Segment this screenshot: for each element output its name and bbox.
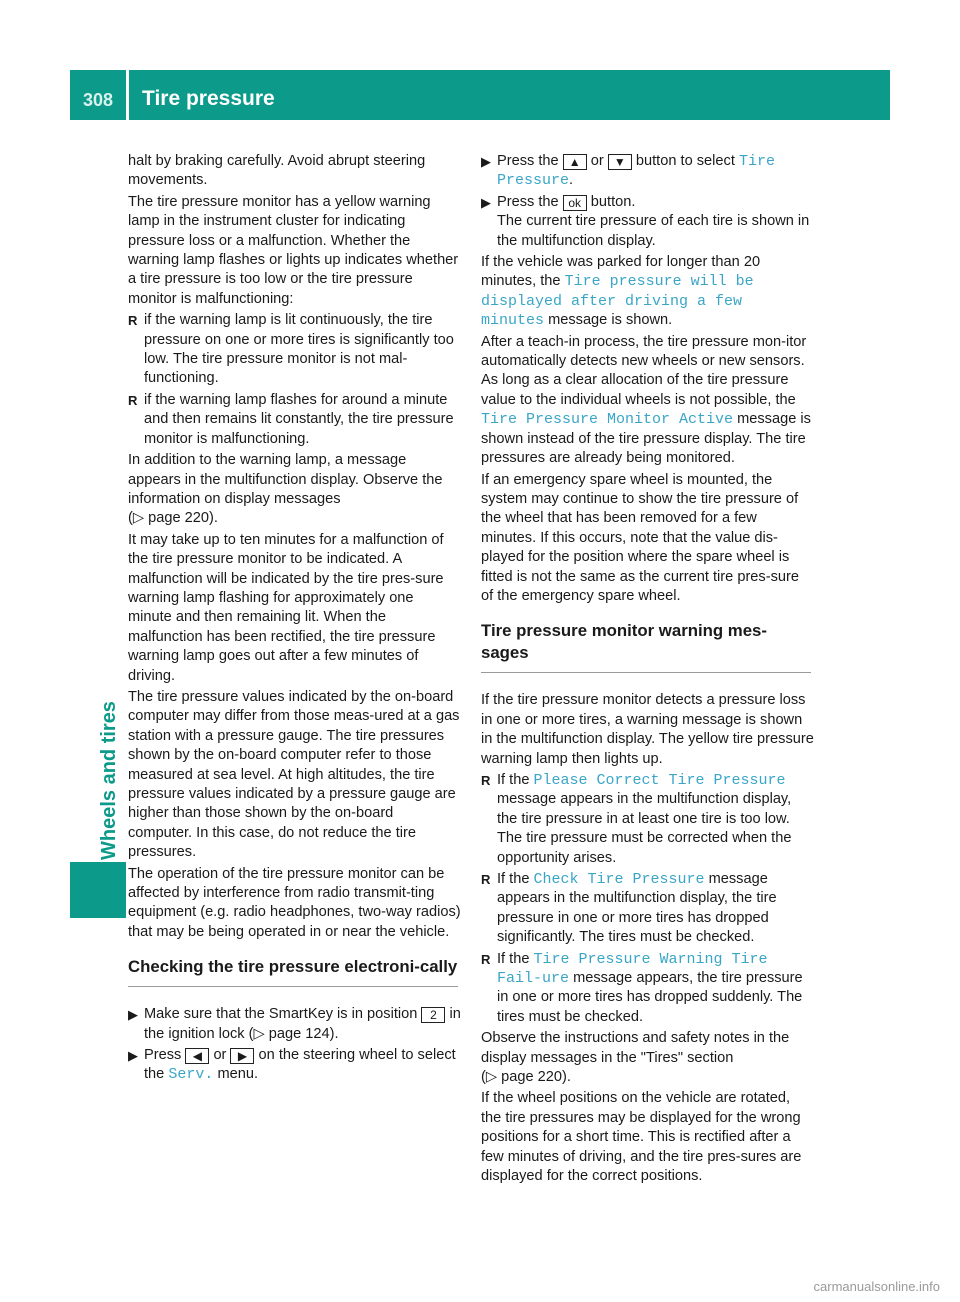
bullet-icon: R	[481, 951, 491, 967]
list-item: R if the warning lamp flashes for around a minute and then remains lit constantly, the tire pressure monitor is malfunctioning.	[128, 391, 454, 447]
right-column	[481, 152, 814, 1189]
instruction-step: ▶ Press ◀ or ▶ on the steering wheel to select the Serv. menu.	[128, 1047, 456, 1084]
left-column	[128, 152, 461, 1087]
display-message: Tire pressure will be displayed after driving a few minutes	[481, 273, 754, 330]
page-reference-link[interactable]: (▷ page 220).	[128, 510, 218, 527]
bullet-icon: R	[481, 772, 491, 788]
instruction-step: ▶ Make sure that the SmartKey is in position 2 in the ignition lock (▷ page 124).	[128, 1006, 461, 1042]
paragraph: It may take up to ten minutes for a malfunction of the tire pressure monitor to be indicated. A malfunction will be indicated by the tire pres-sure warning lamp flashing for approximately one minute and then remaining lit. When the malfunction has been rectified, the tire pressure warning lamp goes out after a few minutes of driving.	[128, 531, 444, 684]
paragraph: After a teach-in process, the tire pressure mon-itor automatically detects new wheels or new sensors. As long as a clear allocation of the tire pressure value to the individual wheels is not possible, the Tire Pressure Monitor Active message is shown instead of the tire pressure display. The tire pressures are already being monitored.	[481, 333, 811, 467]
right-button-icon: ▶	[230, 1048, 254, 1064]
arrow-icon: ▶	[128, 1048, 138, 1064]
page-header	[70, 70, 890, 120]
list-item: R If the Please Correct Tire Pressure message appears in the multifunction display, the tire pressure in at least one tire is too low. The tire pressure must be corrected when the opportunity arises.	[481, 771, 792, 866]
page-title: Tire pressure	[142, 87, 275, 110]
paragraph: Observe the instructions and safety notes in the display messages in the "Tires" section (▷ page 220).	[481, 1030, 790, 1086]
display-message: Serv.	[168, 1066, 214, 1084]
paragraph: The operation of the tire pressure monitor can be affected by interference from radio transmit-ting equipment (e.g. radio headphones, two-way radios) that may be being operated in or near the vehicle.	[128, 865, 461, 940]
paragraph: If the wheel positions on the vehicle are rotated, the tire pressures may be displayed for the wrong positions for a short time. This is rectified after a few minutes of driving, and the tire pres-sures are displayed for the correct positions.	[481, 1090, 802, 1185]
list-item: R If the Check Tire Pressure message appears in the multifunction display, the tire pressure in one or more tires has dropped significantly. The tires must be checked.	[481, 871, 777, 946]
section-heading: Tire pressure monitor warning mes-sages	[481, 621, 767, 663]
bullet-icon: R	[128, 392, 138, 408]
heading-rule	[128, 986, 458, 987]
instruction-step: ▶ Press the ▲ or ▼ button to select Tire Pressure.	[481, 153, 775, 190]
paragraph: In addition to the warning lamp, a message appears in the multifunction display. Observe the information on display messages (▷ page 220).	[128, 452, 443, 527]
display-message: Tire Pressure Monitor Active	[481, 411, 734, 429]
display-message: Check Tire Pressure	[533, 871, 705, 888]
display-message: Tire Pressure Warning Tire Fail-ure	[497, 950, 768, 988]
list-item: R If the Tire Pressure Warning Tire Fail-ure message appears, the tire pressure in one or more tires has dropped suddenly. The tires must be checked.	[481, 950, 803, 1025]
arrow-icon: ▶	[481, 154, 491, 169]
bullet-icon: R	[481, 872, 491, 887]
page-reference-link[interactable]: (▷ page 220).	[481, 1069, 571, 1086]
side-section-label: Wheels and tires	[98, 701, 120, 860]
up-button-icon: ▲	[563, 154, 587, 170]
arrow-icon: ▶	[128, 1007, 138, 1023]
key-position-2: 2	[421, 1007, 445, 1023]
instruction-step: ▶ Press the ok button. The current tire pressure of each tire is shown in the multifunction display.	[481, 193, 810, 249]
display-message: Please Correct Tire Pressure	[533, 771, 786, 789]
side-marker	[70, 862, 126, 918]
arrow-icon: ▶	[481, 194, 491, 210]
list-item: R if the warning lamp is lit continuously, the tire pressure on one or more tires is significantly too low. The tire pressure monitor is not mal-functioning.	[128, 312, 454, 387]
display-message: Tire Pressure	[497, 153, 775, 190]
paragraph: If the tire pressure monitor detects a pressure loss in one or more tires, a warning message is shown in the multifunction display. The yellow tire pressure warning lamp then lights up.	[481, 692, 814, 767]
heading-rule	[481, 672, 811, 673]
left-button-icon: ◀	[185, 1048, 209, 1064]
ok-button-icon: ok	[563, 195, 587, 211]
paragraph: If the vehicle was parked for longer than 20 minutes, the Tire pressure will be displayed after driving a few minutes message is shown.	[481, 254, 761, 330]
section-heading: Checking the tire pressure electroni-cally	[128, 957, 458, 977]
watermark: carmanualsonline.info	[813, 1279, 940, 1294]
paragraph: The tire pressure values indicated by the on-board computer may differ from those meas-ured at a gas station with a pressure gauge. The tire pressures shown by the on-board computer refer to those measured at sea level. At high altitudes, the tire pressure values indicated by a pressure gauge are higher than those shown by the on-board computer. In this case, do not reduce the tire pressures.	[128, 688, 460, 861]
paragraph: The tire pressure monitor has a yellow warning lamp in the instrument cluster for indicating pressure loss or a malfunction. Whether the warning lamp flashes or lights up indicates whether a tire pressure is too low or the tire pressure monitor is malfunctioning:	[128, 193, 459, 307]
paragraph: If an emergency spare wheel is mounted, the system may continue to show the tire pressure of the wheel that has been removed for a few minutes. If this occurs, note that the value dis-played for the position where the spare wheel is fitted is not the same as the current tire pres-sure of the emergency spare wheel.	[481, 471, 799, 604]
down-button-icon: ▼	[608, 154, 632, 170]
bullet-icon: R	[128, 313, 138, 329]
header-divider	[126, 70, 129, 120]
page-number: 308	[82, 90, 114, 110]
paragraph: halt by braking carefully. Avoid abrupt steering movements.	[128, 153, 426, 189]
